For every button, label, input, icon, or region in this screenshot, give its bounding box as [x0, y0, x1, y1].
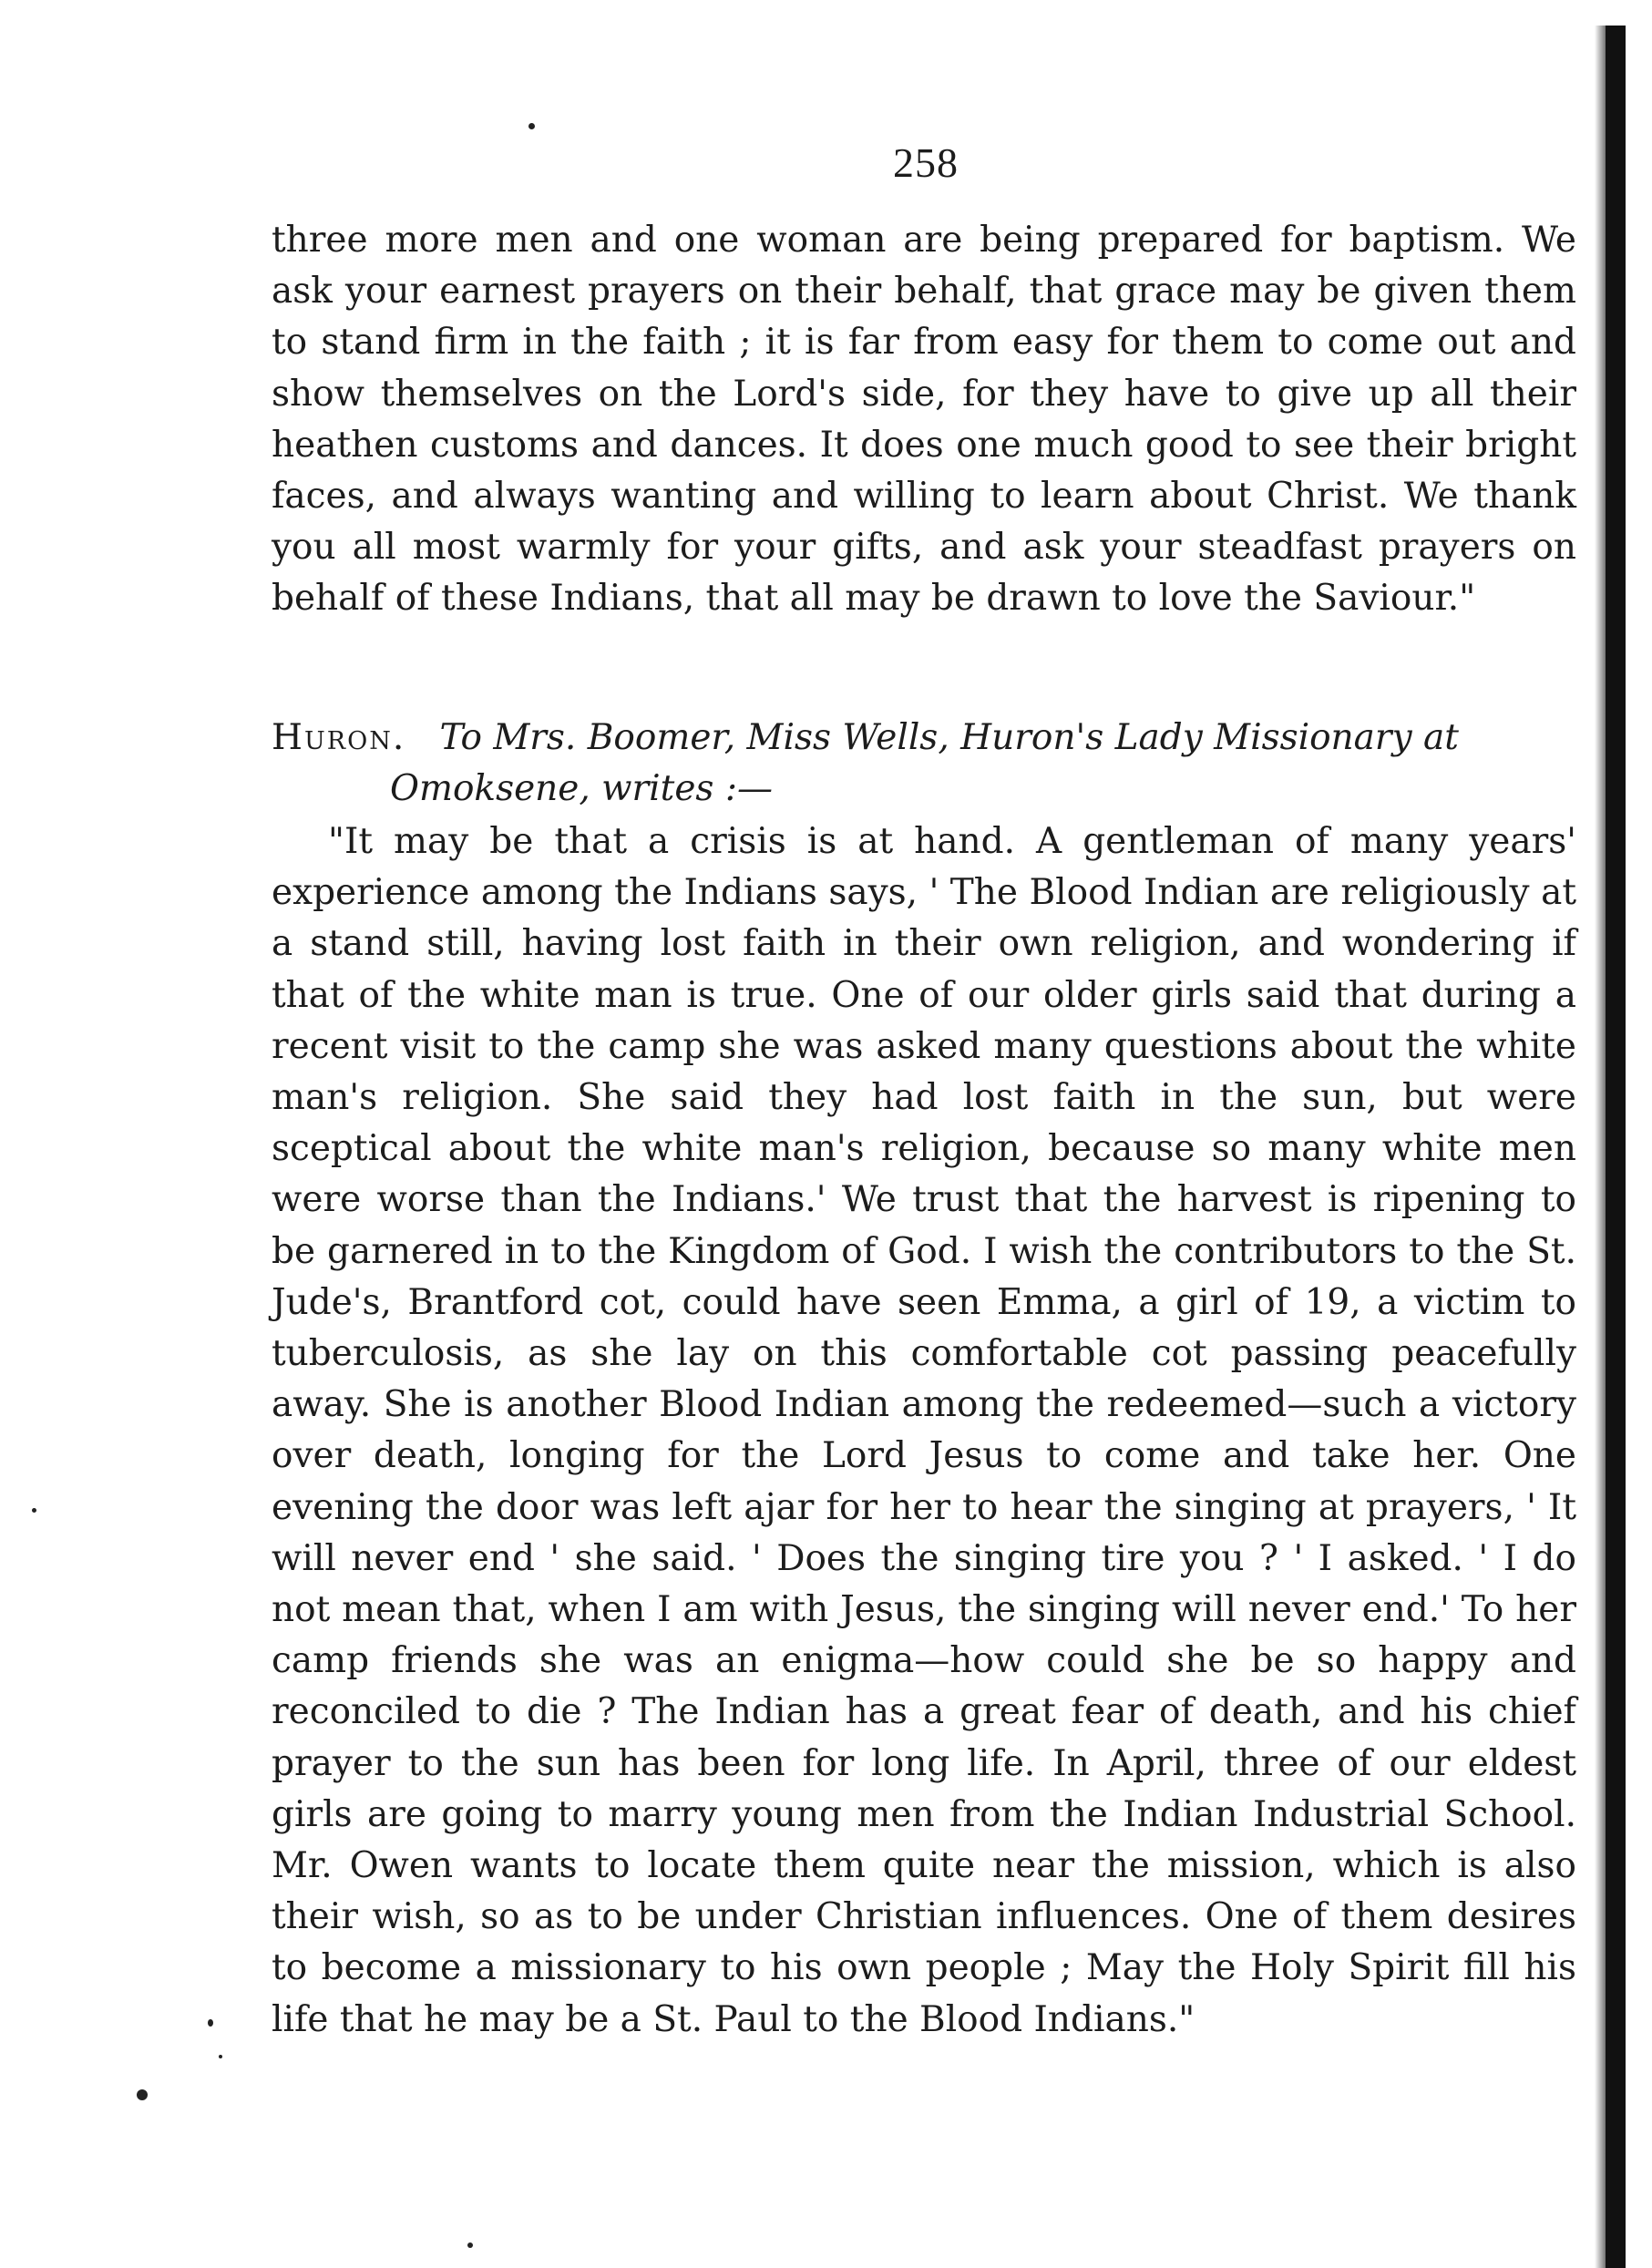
ink-speck: [467, 2242, 473, 2248]
section-heading: [272, 713, 1576, 815]
ink-speck: [528, 123, 535, 129]
letter-paragraph: "It may be that a crisis is at hand. A gentleman of many years' experience among the Indians says, ' The Blood Indian are religiously at a stand still, having lost faith in their own religion, and wondering if that of the white man is true. One of our older girls said that during a recent visit to the camp she was asked many questions about the white man's religion. She said they had lost faith in the sun, but were sceptical about the white man's religion, because so many white men were worse than the Indians.' We trust that the harvest is ripening to be garnered in to the Kingdom of God. I wish the contributors to the St. Jude's, Brantford cot, could have seen Emma, a girl of 19, a victim to tuberculosis, as she lay on this comfortable cot passing peacefully away. She is another Blood Indian among the redeemed—such a victory over death, longing for the Lord Jesus to come and take her. One evening the door was left ajar for her to hear the singing at prayers, ' It will never end ' she said. ' Does the singing tire you ? ' I asked. ' I do not mean that, when I am with Jesus, the singing will never end.' To her camp friends she was an enigma—how could she be so happy and reconciled to die ? The Indian has a great fear of death, and his chief prayer to the sun has been for long life. In April, three of our eldest girls are going to marry young men from the Indian Industrial School. Mr. Owen wants to locate them quite near the mission, which is also their wish, so as to be under Christian influences. One of them desires to become a missionary to his own people ; May the Holy Spirit fill his life that he may be a St. Paul to the Blood Indians.": [272, 821, 1576, 2040]
ink-speck: [32, 1508, 36, 1513]
ink-speck: [219, 2055, 222, 2058]
paragraph-continuation: three more men and one woman are being prepared for baptism. We ask your earnest prayers on their behalf, that grace may be given them to stand firm in the faith ; it is far from easy for them to come out and show themselves on the Lord's side, for they have to give up all their heathen customs and dances. It does one much good to see their bright faces, and always wanting and willing to learn about Christ. We thank you all most warmly for your gifts, and ask your steadfast prayers on behalf of these Indians, that all may be drawn to love the Saviour.": [272, 220, 1576, 620]
ink-speck: [137, 2089, 148, 2100]
ink-speck: [208, 2019, 213, 2027]
section-intro-line-1: To Mrs. Boomer, Miss Wells, Huron's Lady Missionary at: [439, 717, 1459, 758]
section-intro-line-2: Omoksene, writes :—: [390, 768, 773, 810]
page-number: 258: [893, 139, 959, 186]
binding-edge: [1606, 26, 1626, 2268]
section-label: Huron.: [272, 717, 406, 758]
binding-shadow: [1595, 26, 1606, 2268]
